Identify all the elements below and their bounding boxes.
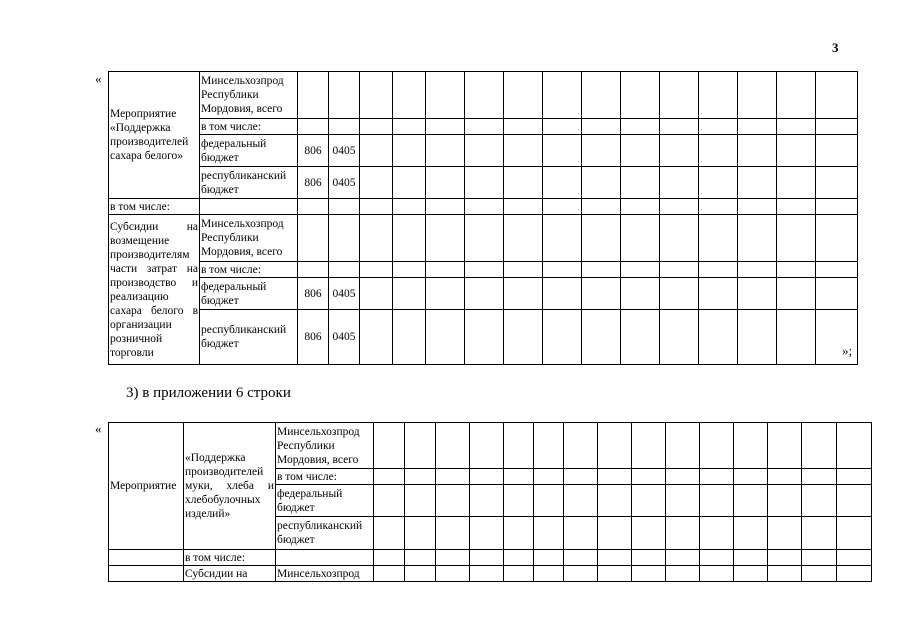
budget-table-2 — [108, 422, 872, 582]
measure-cell: Мероприятие — [109, 423, 184, 550]
table-row — [109, 423, 872, 469]
section-heading: 3) в приложении 6 строки — [126, 385, 291, 401]
in-total-cell: в том числе: — [184, 550, 276, 566]
table-row — [109, 278, 858, 310]
budget-table-1 — [108, 71, 858, 365]
subsidy-name-cell: Субсидии на — [184, 566, 276, 582]
page-number: 3 — [832, 40, 839, 55]
table-row — [109, 135, 858, 167]
incl-cell: в том числе: — [200, 119, 298, 135]
open-quote-1: « — [95, 71, 102, 86]
ministry-cell: Минсельхозпрод — [276, 566, 374, 582]
federal-budget-cell: федеральный бюджет — [276, 485, 374, 517]
ministry-cell: Минсельхозпрод Республики Мордовия, всего — [276, 423, 374, 469]
federal-budget-cell: федеральный бюджет — [200, 135, 298, 167]
table-row — [109, 199, 858, 215]
code-grbs-cell: 806 — [298, 167, 329, 199]
table-row — [109, 72, 858, 119]
table-row — [109, 550, 872, 566]
table-row — [109, 215, 858, 262]
open-quote-2: « — [95, 421, 102, 436]
subsidy-name-cell: Субсидии на возмещение производителям части затрат на производство и реализацию сахара белого в организации розничной торговли — [109, 215, 200, 365]
code-grbs-cell: 806 — [298, 135, 329, 167]
republic-budget-cell: республиканский бюджет — [276, 517, 374, 550]
measure-name-cell: Мероприятие «Поддержка производителей сахара белого» — [109, 72, 200, 199]
table-row — [109, 167, 858, 199]
republic-budget-cell: республиканский бюджет — [200, 310, 298, 365]
code-rzpr-cell: 0405 — [329, 278, 360, 310]
code-rzpr-cell: 0405 — [329, 135, 360, 167]
incl-cell: в том числе: — [276, 469, 374, 485]
in-total-cell: в том числе: — [109, 199, 200, 215]
code-grbs-cell: 806 — [298, 278, 329, 310]
ministry-cell: Минсельхозпрод Республики Мордовия, всего — [200, 215, 298, 262]
table-row — [109, 566, 872, 582]
incl-cell: в том числе: — [200, 262, 298, 278]
table-row — [109, 310, 858, 365]
federal-budget-cell: федеральный бюджет — [200, 278, 298, 310]
ministry-cell: Минсельхозпрод Республики Мордовия, всего — [200, 72, 298, 119]
table-row — [109, 119, 858, 135]
republic-budget-cell: республиканский бюджет — [200, 167, 298, 199]
measure-name-cell: «Поддержка производителей муки, хлеба и хлебобулочных изделий» — [184, 423, 276, 550]
code-rzpr-cell: 0405 — [329, 310, 360, 365]
code-rzpr-cell: 0405 — [329, 167, 360, 199]
close-quote: »; — [842, 343, 853, 358]
table-row — [109, 262, 858, 278]
code-grbs-cell: 806 — [298, 310, 329, 365]
